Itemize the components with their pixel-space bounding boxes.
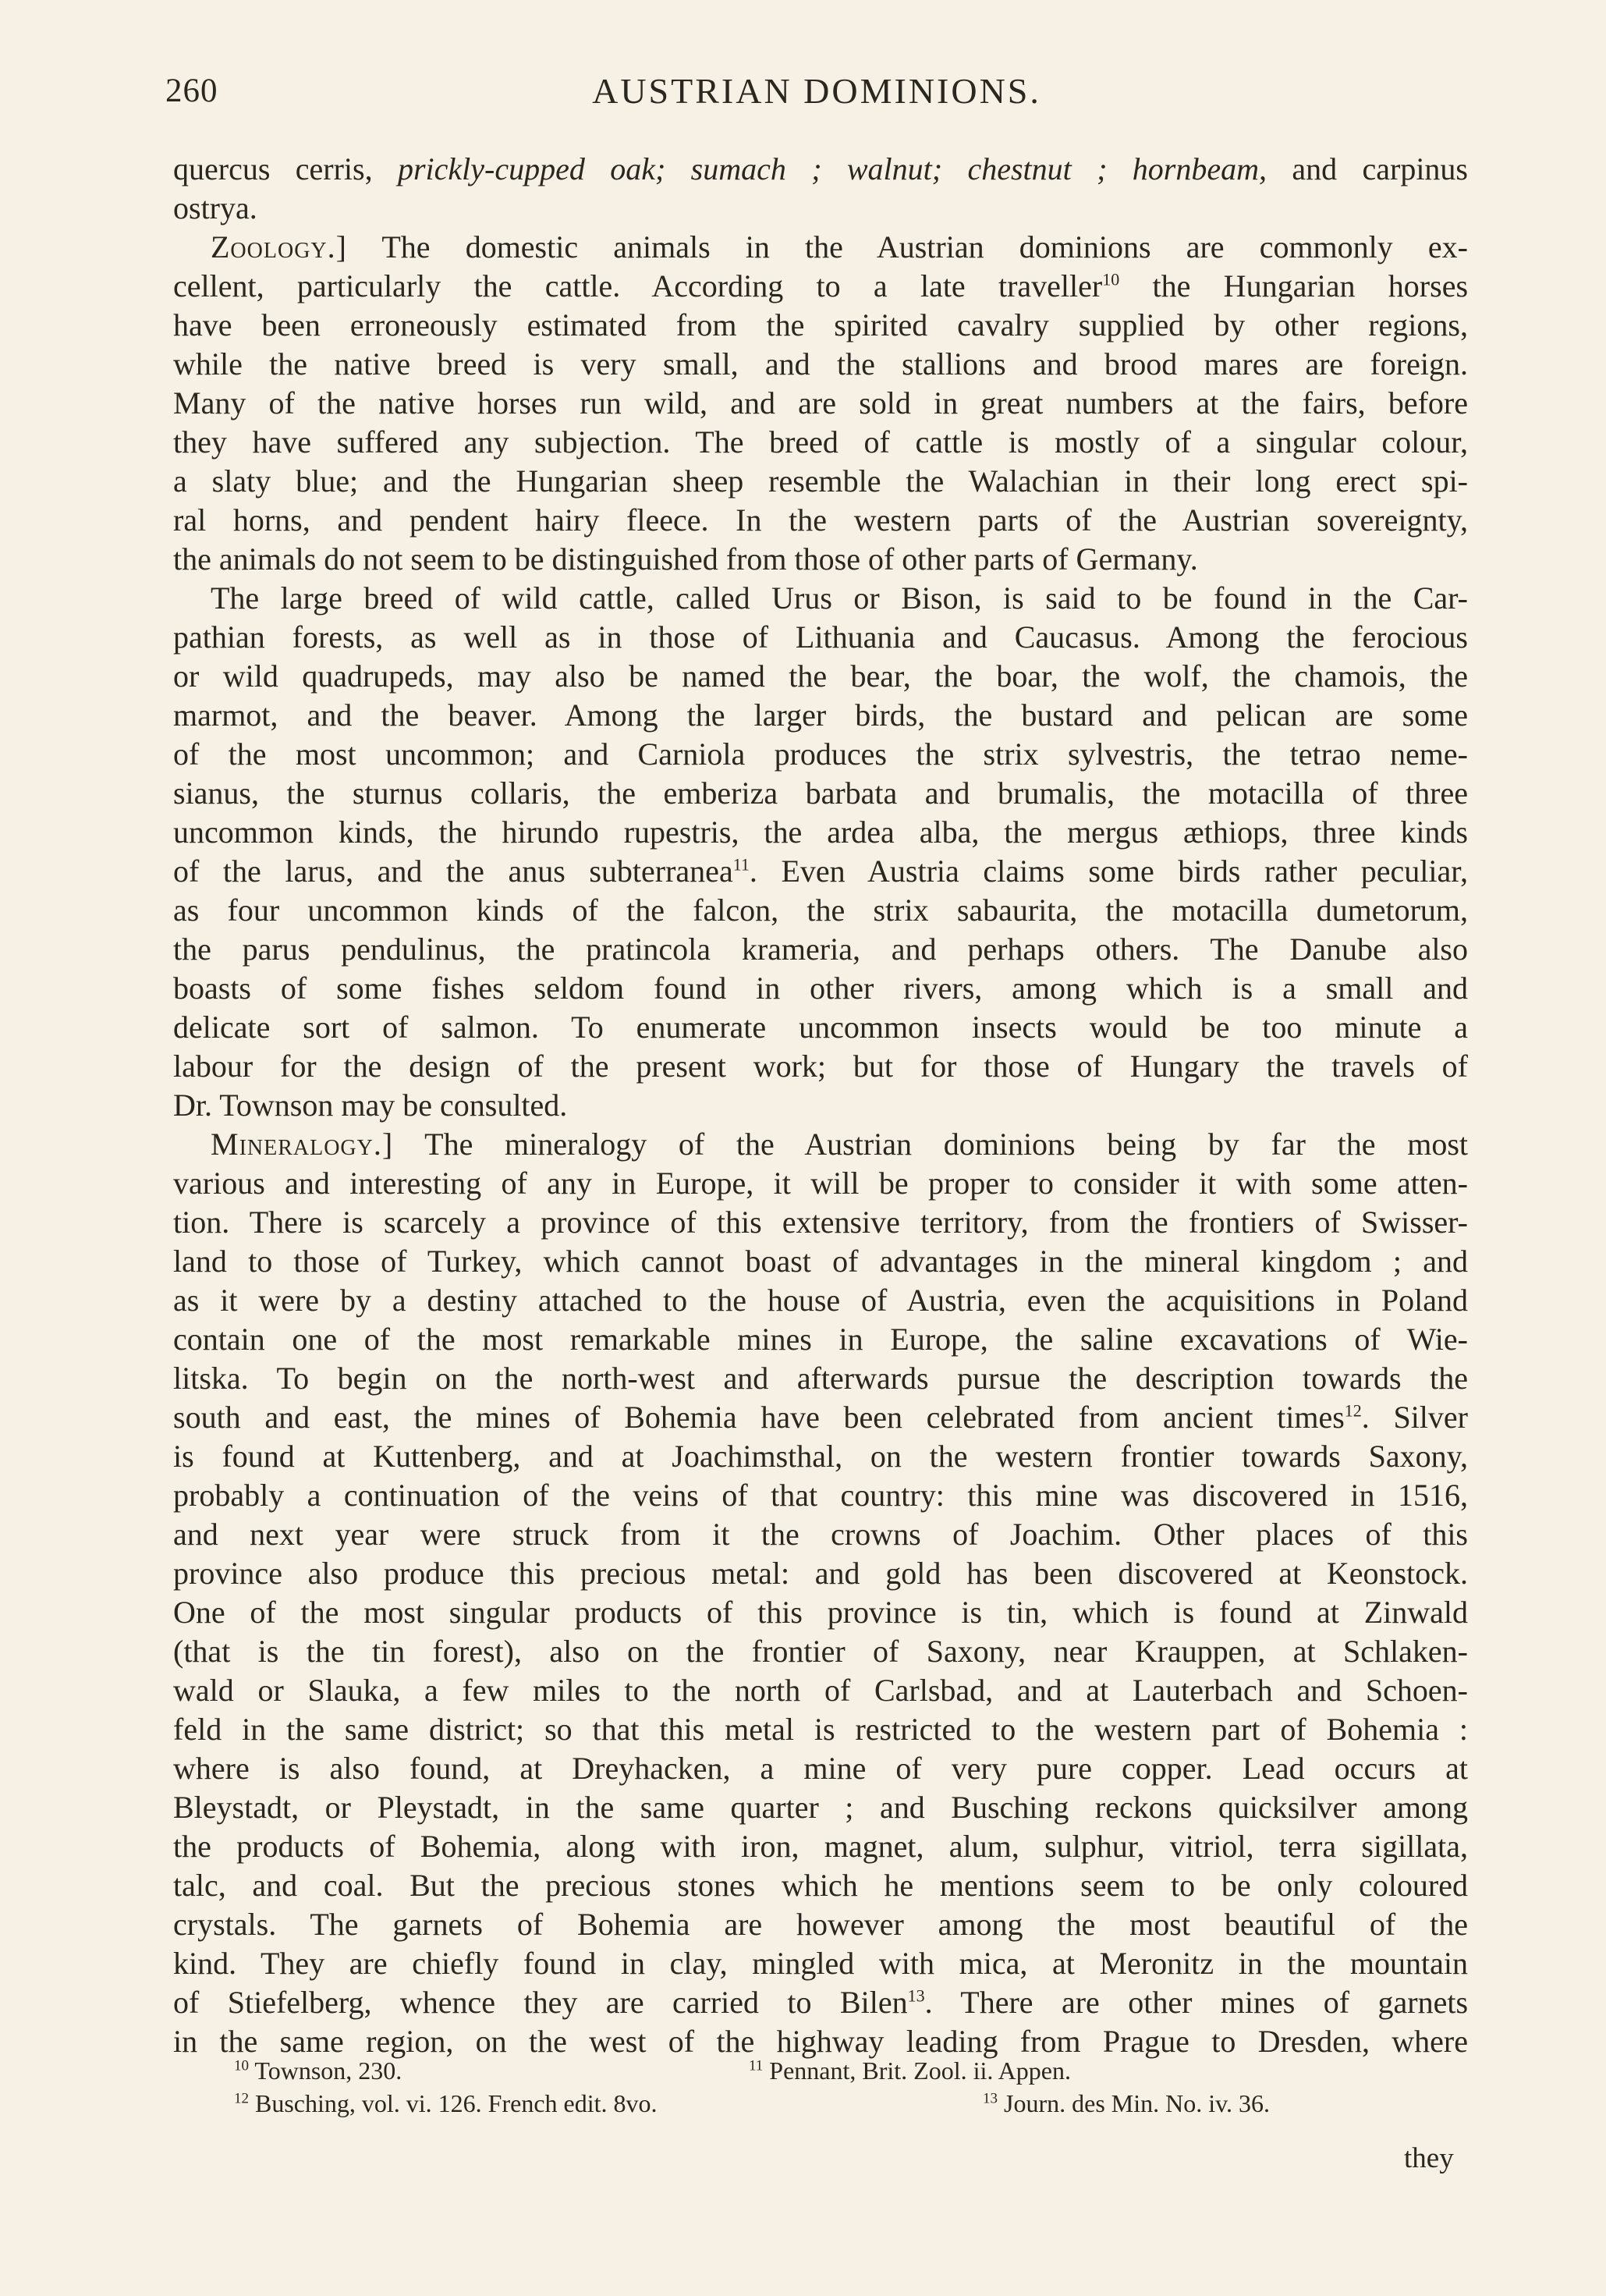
text-line <box>173 1125 1468 1164</box>
text-line: as it were by a destiny attached to the house of Austria, even the acquisitions in Poland <box>173 1283 1468 1318</box>
footnote-number: 10 <box>234 2057 249 2074</box>
text-line: boasts of some fishes seldom found in other rivers, among which is a small and <box>173 971 1468 1006</box>
text-line: pathian forests, as well as in those of Lithuania and Caucasus. Among the ferocious <box>173 619 1468 655</box>
text-line: have been erroneously estimated from the spirited cavalry supplied by other regions, <box>173 307 1468 342</box>
text-line: ostrya. <box>173 190 257 225</box>
text-line: Many of the native horses run wild, and are sold in great numbers at the fairs, before <box>173 385 1468 421</box>
page-number: 260 <box>165 73 218 109</box>
text-run: quercus cerris, <box>173 151 398 186</box>
text-run: . There are other mines of garnets <box>924 1985 1468 2020</box>
running-title: AUSTRIAN DOMINIONS. <box>592 71 1041 111</box>
text-line: One of the most singular products of this province is tin, which is found at Zinwald <box>173 1595 1468 1630</box>
text-line: tion. There is scarcely a province of this extensive territory, from the frontiers of Swisser- <box>173 1205 1468 1240</box>
text-line: marmot, and the beaver. Among the larger birds, the bustard and pelican are some <box>173 697 1468 733</box>
text-run: . Silver <box>1361 1400 1468 1435</box>
footnote-ref: 13 <box>907 1985 925 2006</box>
text-run: of Stiefelberg, whence they are carried to Bilen <box>173 1985 908 2020</box>
text-run: The mineralogy of the Austrian dominions being by far the most <box>393 1127 1468 1162</box>
text-line: the products of Bohemia, along with iron, magnet, alum, sulphur, vitriol, terra sigillata, <box>173 1829 1468 1864</box>
text-line <box>173 1398 1468 1437</box>
text-line <box>173 267 1468 306</box>
footnote-text: Busching, vol. vi. 126. French edit. 8vo. <box>249 2089 658 2117</box>
catchword: they <box>1404 2142 1454 2174</box>
text-line: where is also found, at Dreyhacken, a mine of very pure copper. Lead occurs at <box>173 1751 1468 1786</box>
text-line: is found at Kuttenberg, and at Joachimsthal, on the western frontier towards Saxony, <box>173 1439 1468 1474</box>
text-line: (that is the tin forest), also on the frontier of Saxony, near Krauppen, at Schlaken- <box>173 1634 1468 1669</box>
section-heading-zoology: Zoology.] <box>211 229 347 264</box>
text-line: crystals. The garnets of Bohemia are however among the most beautiful of the <box>173 1907 1468 1942</box>
text-line: a slaty blue; and the Hungarian sheep resemble the Walachian in their long erect spi- <box>173 463 1468 499</box>
text-line: Bleystadt, or Pleystadt, in the same quarter ; and Busching reckons quicksilver among <box>173 1790 1468 1825</box>
footnote-11 <box>749 2056 1071 2085</box>
italic-run: prickly-cupped oak; sumach ; walnut; chestnut ; hornbeam, <box>397 151 1267 186</box>
text-line: delicate sort of salmon. To enumerate uncommon insects would be too minute a <box>173 1010 1468 1045</box>
footnote-number: 11 <box>749 2057 764 2074</box>
text-line: The large breed of wild cattle, called Urus or Bison, is said to be found in the Car- <box>211 580 1468 616</box>
text-line: Dr. Townson may be consulted. <box>173 1088 568 1123</box>
running-head <box>165 72 1468 115</box>
text-line <box>173 1983 1468 2022</box>
text-line: and next year were struck from it the crowns of Joachim. Other places of this <box>173 1517 1468 1552</box>
text-run: . Even Austria claims some birds rather peculiar, <box>749 853 1468 889</box>
footnote-number: 13 <box>983 2090 998 2107</box>
text-line: labour for the design of the present work; but for those of Hungary the travels of <box>173 1049 1468 1084</box>
footnotes <box>234 2056 1404 2122</box>
text-run: and carpinus <box>1267 151 1468 186</box>
text-line: feld in the same district; so that this metal is restricted to the western part of Bohemia : <box>173 1712 1468 1747</box>
text-line <box>173 852 1468 891</box>
text-line: of the most uncommon; and Carniola produces the strix sylvestris, the tetrao neme- <box>173 736 1468 772</box>
footnote-12 <box>234 2089 658 2118</box>
text-line: ral horns, and pendent hairy fleece. In the western parts of the Austrian sovereignty, <box>173 502 1468 538</box>
footnote-row <box>234 2089 1404 2122</box>
body-text <box>173 150 1468 2061</box>
footnote-10 <box>234 2056 402 2085</box>
footnote-ref: 11 <box>732 854 750 875</box>
text-line: the parus pendulinus, the pratincola krameria, and perhaps others. The Danube also <box>173 932 1468 967</box>
text-run: south and east, the mines of Bohemia have been celebrated from ancient times <box>173 1400 1345 1435</box>
text-line: sianus, the sturnus collaris, the emberiza barbata and brumalis, the motacilla of three <box>173 775 1468 811</box>
text-run: of the larus, and the anus subterranea <box>173 853 733 889</box>
text-line: the animals do not seem to be distinguished from those of other parts of Germany. <box>173 541 1198 577</box>
text-line: contain one of the most remarkable mines in Europe, the saline excavations of Wie- <box>173 1322 1468 1357</box>
footnote-text: Pennant, Brit. Zool. ii. Appen. <box>763 2056 1071 2085</box>
text-line: in the same region, on the west of the highway leading from Prague to Dresden, where <box>173 2024 1468 2059</box>
footnote-number: 12 <box>234 2090 249 2107</box>
text-line <box>173 150 1468 189</box>
footnote-ref: 10 <box>1102 269 1120 289</box>
text-line: or wild quadrupeds, may also be named the bear, the boar, the wolf, the chamois, the <box>173 658 1468 694</box>
text-line: they have suffered any subjection. The breed of cattle is mostly of a singular colour, <box>173 424 1468 460</box>
section-heading-mineralogy: Mineralogy.] <box>211 1127 394 1162</box>
text-run: cellent, particularly the cattle. According to a late traveller <box>173 268 1103 303</box>
text-line: land to those of Turkey, which cannot boast of advantages in the mineral kingdom ; and <box>173 1244 1468 1279</box>
text-line: litska. To begin on the north-west and afterwards pursue the description towards the <box>173 1361 1468 1396</box>
text-run: The domestic animals in the Austrian dominions are commonly ex- <box>346 229 1468 264</box>
footnote-text: Townson, 230. <box>249 2056 402 2085</box>
text-line: province also produce this precious metal: and gold has been discovered at Keonstock. <box>173 1556 1468 1591</box>
text-line: probably a continuation of the veins of that country: this mine was discovered in 1516, <box>173 1478 1468 1513</box>
footnote-ref: 12 <box>1344 1400 1362 1421</box>
footnote-row <box>234 2056 1404 2089</box>
text-line: uncommon kinds, the hirundo rupestris, the ardea alba, the mergus æthiops, three kinds <box>173 814 1468 850</box>
text-line <box>173 228 1468 267</box>
text-line: various and interesting of any in Europe, it will be proper to consider it with some atten- <box>173 1166 1468 1201</box>
footnote-text: Journ. des Min. No. iv. 36. <box>998 2089 1271 2117</box>
text-line: kind. They are chiefly found in clay, mingled with mica, at Meronitz in the mountain <box>173 1946 1468 1981</box>
text-line: while the native breed is very small, and the stallions and brood mares are foreign. <box>173 346 1468 381</box>
text-run: the Hungarian horses <box>1119 268 1468 303</box>
text-line: as four uncommon kinds of the falcon, the strix sabaurita, the motacilla dumetorum, <box>173 892 1468 928</box>
text-line: talc, and coal. But the precious stones which he mentions seem to be only coloured <box>173 1868 1468 1903</box>
text-line: wald or Slauka, a few miles to the north of Carlsbad, and at Lauterbach and Schoen- <box>173 1673 1468 1708</box>
footnote-13 <box>983 2089 1270 2118</box>
